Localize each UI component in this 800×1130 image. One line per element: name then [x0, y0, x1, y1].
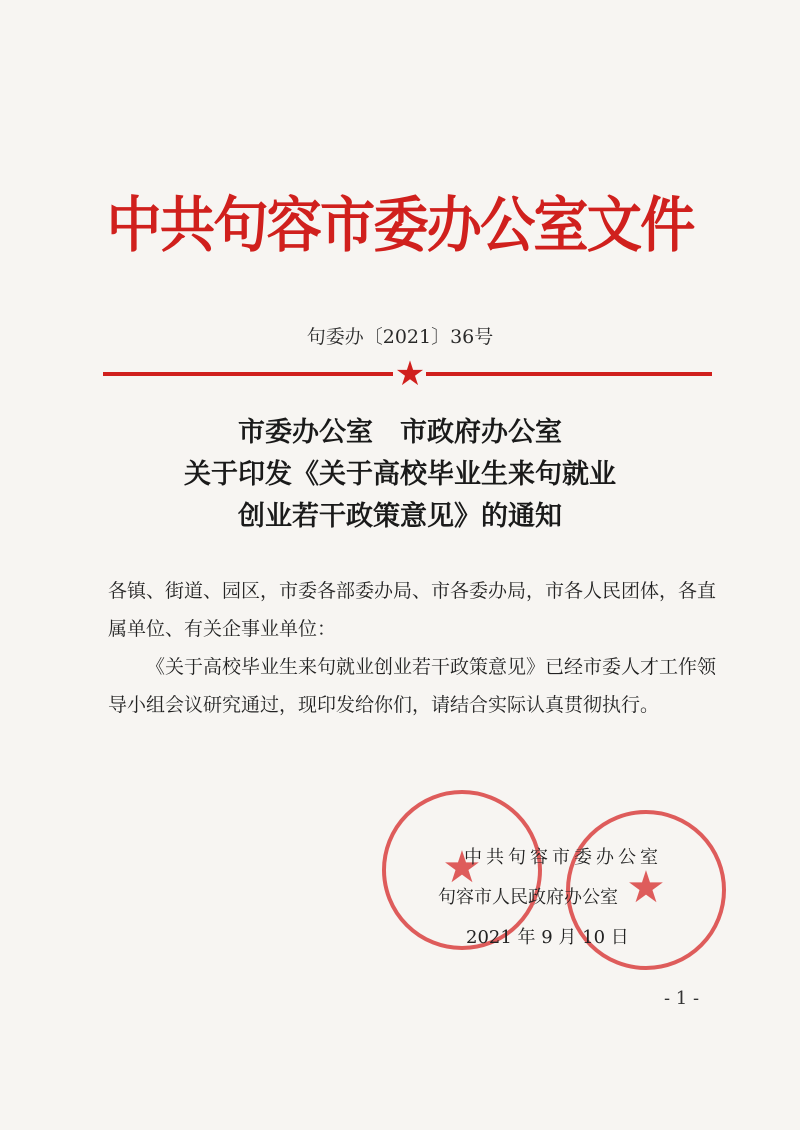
signature-date: 2021 年 9 月 10 日 — [466, 927, 629, 948]
red-divider-left — [103, 372, 393, 376]
notice-title-line: 关于印发《关于高校毕业生来句就业 — [184, 459, 616, 490]
notice-title — [0, 412, 800, 538]
signature-block — [430, 838, 730, 958]
red-divider-right — [426, 372, 712, 376]
page-number: - 1 - — [664, 988, 700, 1009]
seal-star-icon: ★ — [442, 842, 482, 893]
notice-title-line: 创业若干政策意见》的通知 — [238, 501, 562, 532]
seal-star-icon: ★ — [626, 862, 666, 913]
signature-org-1: 中共句容市委办公室 — [464, 847, 662, 868]
header-title: 中共句容市委办公室文件 — [106, 191, 694, 261]
star-icon: ★ — [394, 354, 426, 394]
document-number: 句委办〔2021〕36号 — [306, 326, 494, 348]
signature-org-2: 句容市人民政府办公室 — [438, 887, 618, 908]
recipients: 各镇、街道、园区，市委各部委办局、市各委办局，市各人民团体，各直属单位、有关企事业单位： — [108, 580, 717, 640]
document-body — [108, 572, 718, 724]
notice-title-line: 市委办公室 市政府办公室 — [238, 417, 562, 448]
body-paragraph: 《关于高校毕业生来句就业创业若干政策意见》已经市委人才工作领导小组会议研究通过，现印发给你们，请结合实际认真贯彻执行。 — [108, 656, 717, 716]
